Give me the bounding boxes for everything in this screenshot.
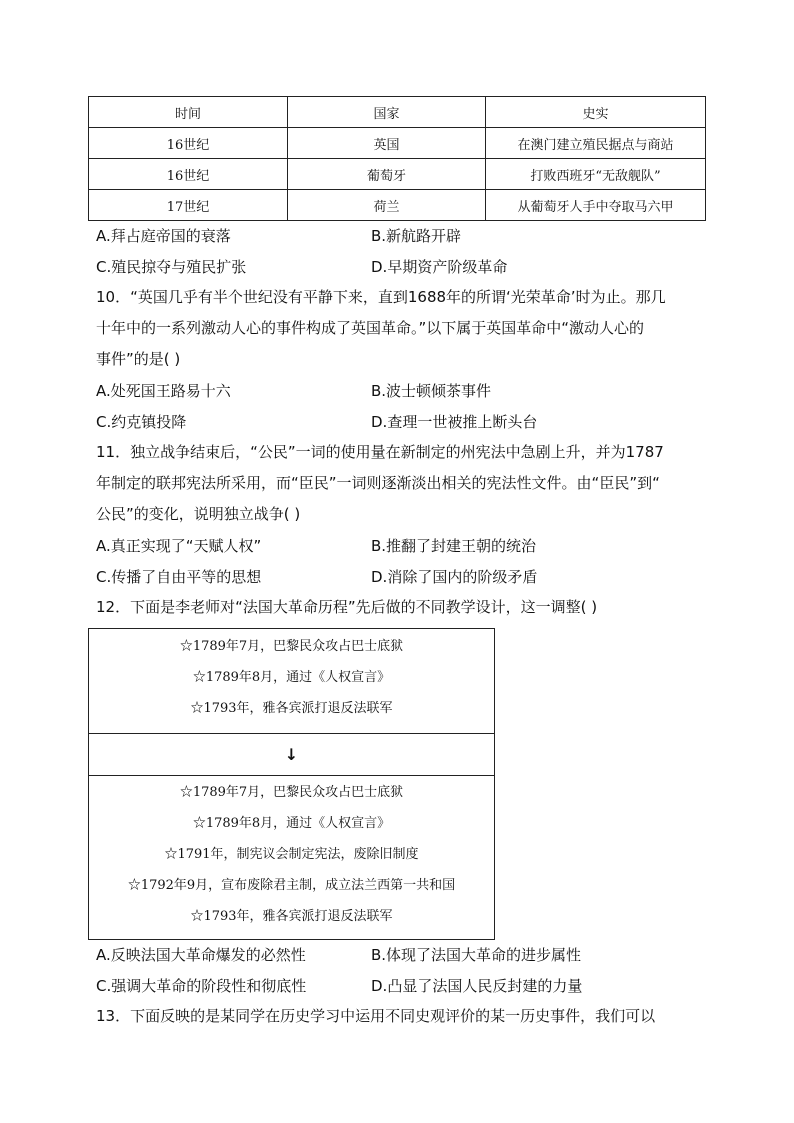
timeline-item: ☆1789年7月，巴黎民众攻占巴士底狱	[179, 785, 404, 800]
history-facts-table	[88, 96, 706, 221]
q13-stem: 13．下面反映的是某同学在历史学习中运用不同史观评价的某一历史事件，我们可以	[96, 1007, 656, 1025]
table-cell: 从葡萄牙人手中夺取马六甲	[486, 190, 706, 221]
arrow-down-icon: ↓	[284, 745, 299, 764]
q10-option-a: A.处死国王路易十六	[96, 382, 231, 400]
table-header: 史实	[486, 97, 706, 128]
q12-option-d: D.凸显了法国人民反封建的力量	[371, 977, 583, 995]
timeline-item: ☆1793年，雅各宾派打退反法联军	[190, 701, 393, 716]
arrow-box	[88, 733, 495, 776]
q10-option-b: B.波士顿倾茶事件	[371, 382, 492, 400]
q9-option-d: D.早期资产阶级革命	[371, 258, 508, 276]
table-cell: 荷兰	[288, 190, 486, 221]
q11-option-a: A.真正实现了“天赋人权”	[96, 537, 262, 555]
teaching-design-before-box	[88, 628, 495, 734]
table-cell: 打败西班牙“无敌舰队”	[486, 159, 706, 190]
q11-stem-line-1: 11．独立战争结束后，“公民”一词的使用量在新制定的州宪法中急剧上升，并为1787	[96, 443, 664, 461]
q12-option-c: C.强调大革命的阶段性和彻底性	[96, 977, 307, 995]
q12-option-b: B.体现了法国大革命的进步属性	[371, 946, 582, 964]
teaching-design-after-box	[88, 775, 495, 940]
table-row	[89, 128, 706, 159]
timeline-item: ☆1789年8月，通过《人权宣言》	[192, 670, 391, 685]
timeline-item: ☆1792年9月，宣布废除君主制，成立法兰西第一共和国	[127, 878, 456, 893]
table-cell: 在澳门建立殖民据点与商站	[486, 128, 706, 159]
timeline-item: ☆1789年8月，通过《人权宣言》	[192, 816, 391, 831]
table-cell: 17世纪	[89, 190, 288, 221]
q9-option-b: B.新航路开辟	[371, 227, 462, 245]
timeline-item: ☆1791年，制宪议会制定宪法，废除旧制度	[164, 847, 419, 862]
q11-option-d: D.消除了国内的阶级矛盾	[371, 568, 538, 586]
table-header: 国家	[288, 97, 486, 128]
table-cell: 葡萄牙	[288, 159, 486, 190]
q11-option-c: C.传播了自由平等的思想	[96, 568, 262, 586]
table-row	[89, 159, 706, 190]
q12-option-a: A.反映法国大革命爆发的必然性	[96, 946, 306, 964]
q10-option-d: D.查理一世被推上断头台	[371, 413, 538, 431]
q10-option-c: C.约克镇投降	[96, 413, 187, 431]
q10-stem-line-1: 10．“英国几乎有半个世纪没有平静下来，直到1688年的所谓‘光荣革命’时为止。那几	[96, 288, 666, 306]
q10-stem-line-2: 十年中的一系列激动人心的事件构成了英国革命。”以下属于英国革命中“激动人心的	[96, 319, 645, 337]
q9-option-a: A.拜占庭帝国的衰落	[96, 227, 231, 245]
table-cell: 16世纪	[89, 128, 288, 159]
q11-stem-line-3: 公民”的变化，说明独立战争( )	[96, 505, 301, 523]
q10-stem-line-3: 事件”的是( )	[96, 350, 181, 368]
table-header: 时间	[89, 97, 288, 128]
table-cell: 16世纪	[89, 159, 288, 190]
table-cell: 英国	[288, 128, 486, 159]
q12-stem: 12．下面是李老师对“法国大革命历程”先后做的不同教学设计，这一调整( )	[96, 598, 598, 616]
timeline-item: ☆1793年，雅各宾派打退反法联军	[190, 909, 393, 924]
q11-stem-line-2: 年制定的联邦宪法所采用，而“臣民”一词则逐渐淡出相关的宪法性文件。由“臣民”到“	[96, 474, 660, 492]
q11-option-b: B.推翻了封建王朝的统治	[371, 537, 537, 555]
q9-option-c: C.殖民掠夺与殖民扩张	[96, 258, 247, 276]
table-header-row	[89, 97, 706, 128]
timeline-item: ☆1789年7月，巴黎民众攻占巴士底狱	[179, 639, 404, 654]
table-row	[89, 190, 706, 221]
